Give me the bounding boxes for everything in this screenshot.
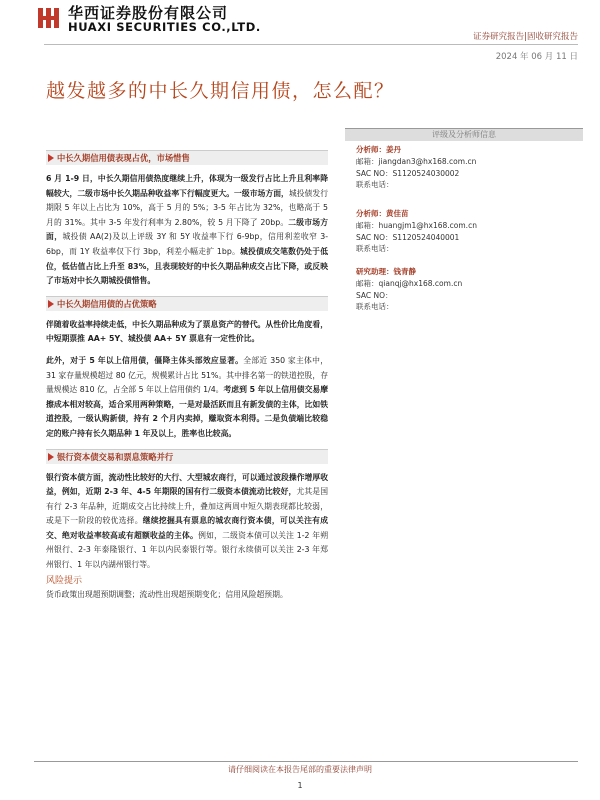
analyst-phone: 联系电话：: [356, 244, 394, 254]
report-title: 越发越多的中长久期信用债，怎么配？: [46, 80, 395, 102]
analyst-card: [356, 208, 586, 255]
analyst-phone: 联系电话：: [356, 302, 394, 312]
huaxi-logo-icon: [36, 6, 62, 30]
analyst-sac: SAC NO：S1120524040001: [356, 232, 460, 242]
analyst-card: [356, 144, 586, 191]
analyst-name: 钱青静: [393, 267, 416, 276]
legal-notice: 请仔细阅读在本报告尾部的重要法律声明: [228, 765, 372, 774]
paragraph: 6 月 1-9 日，中长久期信用债热度继续上升，体现为一级发行占比上升且利率降幅较大，二级市场中长久期品种收益率下行幅度更大。一级市场方面，城投债发行期限 5 年以上占比为 10%，高于 5 月的 5%；3-5 年占比为 32%，也略高于 5 月的 31%。其中 3-5 年发行利率为 2.80%，较 5 月下降了 20bp。二级市场方面，城投债 AA(2)及以上评级 3Y 和 5Y 收益率下行 6-9bp，信用利差收窄 3-6bp，而 1Y 收益率仅下行 3bp，利差小幅走扩 1bp。城投债成交笔数仍处于低位，低估值占比上升至 83%，且表现较好的中长久期品种成交占比下降，或反映了市场对中长久期城投债惜售。: [46, 174, 329, 286]
analyst-sac: SAC NO：: [356, 290, 393, 300]
analyst-role: 分析师：: [356, 209, 386, 218]
analyst-email[interactable]: 邮箱：huangjm1@hx168.com.cn: [356, 220, 477, 230]
analyst-card: [356, 266, 586, 313]
analyst-name: 黄佳苗: [386, 209, 409, 218]
company-name-en: HUAXI SECURITIES CO.,LTD.: [68, 20, 261, 34]
triangle-bullet-icon: [48, 453, 54, 461]
triangle-bullet-icon: [48, 154, 54, 162]
analyst-role: 分析师：: [356, 145, 386, 154]
analyst-email[interactable]: 邮箱：jiangdan3@hx168.com.cn: [356, 156, 477, 166]
triangle-bullet-icon: [48, 300, 54, 308]
paragraph: 此外，对于 5 年以上信用债，僵降主体头部效应显著。全部近 350 家主体中，31 家存量规模超过 80 亿元，规模累计占比 51%。其中排名第一的铁道控股，存量规模达 810 亿，占全部 5 年以上信用债约 1/4。考虑到 5 年以上信用债交易摩擦成本相对较高，适合采用两种策略，一是对最活跃而且有新发债的主体，比如铁道控股，一级认购新债，持有 2 个月内卖掉，赚取资本利得。二是负债端比较稳定的账户持有长久期品种 1 年及以上，胜率也比较高。: [46, 355, 329, 438]
section-heading: 中长久期信用债表现占优，市场惜售: [46, 150, 328, 165]
sidebar-heading: 评级及分析师信息: [345, 128, 583, 141]
analyst-email[interactable]: 邮箱：qianqj@hx168.com.cn: [356, 278, 463, 288]
analyst-phone: 联系电话：: [356, 180, 394, 190]
header-divider: [44, 44, 578, 45]
analyst-role: 研究助理：: [356, 267, 394, 276]
risk-heading: 风险提示: [46, 575, 83, 586]
section-heading: 银行资本债交易和票息策略并行: [46, 449, 328, 464]
report-date: 2024 年 06 月 11 日: [495, 52, 578, 62]
analyst-name: 姜丹: [386, 145, 401, 154]
section-heading: 中长久期信用债的占优策略: [46, 296, 328, 311]
report-type: 证券研究报告|固收研究报告: [473, 32, 578, 42]
paragraph: 伴随着收益率持续走低，中长久期品种成为了票息资产的替代。从性价比角度看，中短期票推 AA+ 5Y、城投债 AA+ 5Y 票息有一定性价比。: [46, 319, 328, 344]
risk-text: 货币政策出现超预期调整；流动性出现超预期变化；信用风险超预期。: [46, 589, 288, 599]
analyst-sac: SAC NO：S1120524030002: [356, 168, 460, 178]
paragraph: 银行资本债方面，流动性比较好的大行、大型城农商行，可以通过波段操作增厚收益，例如，近期 2-3 年、4-5 年期限的国有行二级资本债流动比较好，尤其是国有行 2-3 年品种，近期成交占比持续上升，叠加这两周中短久期表现都比较弱，或是下一阶段的较优选择。继续挖掘具有票息的城农商行资本债，可以关注有成交、绝对收益率较高或有超额收益的主体。例如，二级资本债可以关注 1-2 年朔州银行、2-3 年泰隆银行、1 年以内民泰银行等。银行永续债可以关注 2-3 年郑州银行、1 年以内湖州银行等。: [46, 472, 329, 570]
company-name-cn: 华西证券股份有限公司: [68, 4, 229, 22]
page-number: 1: [297, 781, 303, 790]
report-body: [46, 150, 328, 609]
footer-divider: [34, 761, 578, 762]
